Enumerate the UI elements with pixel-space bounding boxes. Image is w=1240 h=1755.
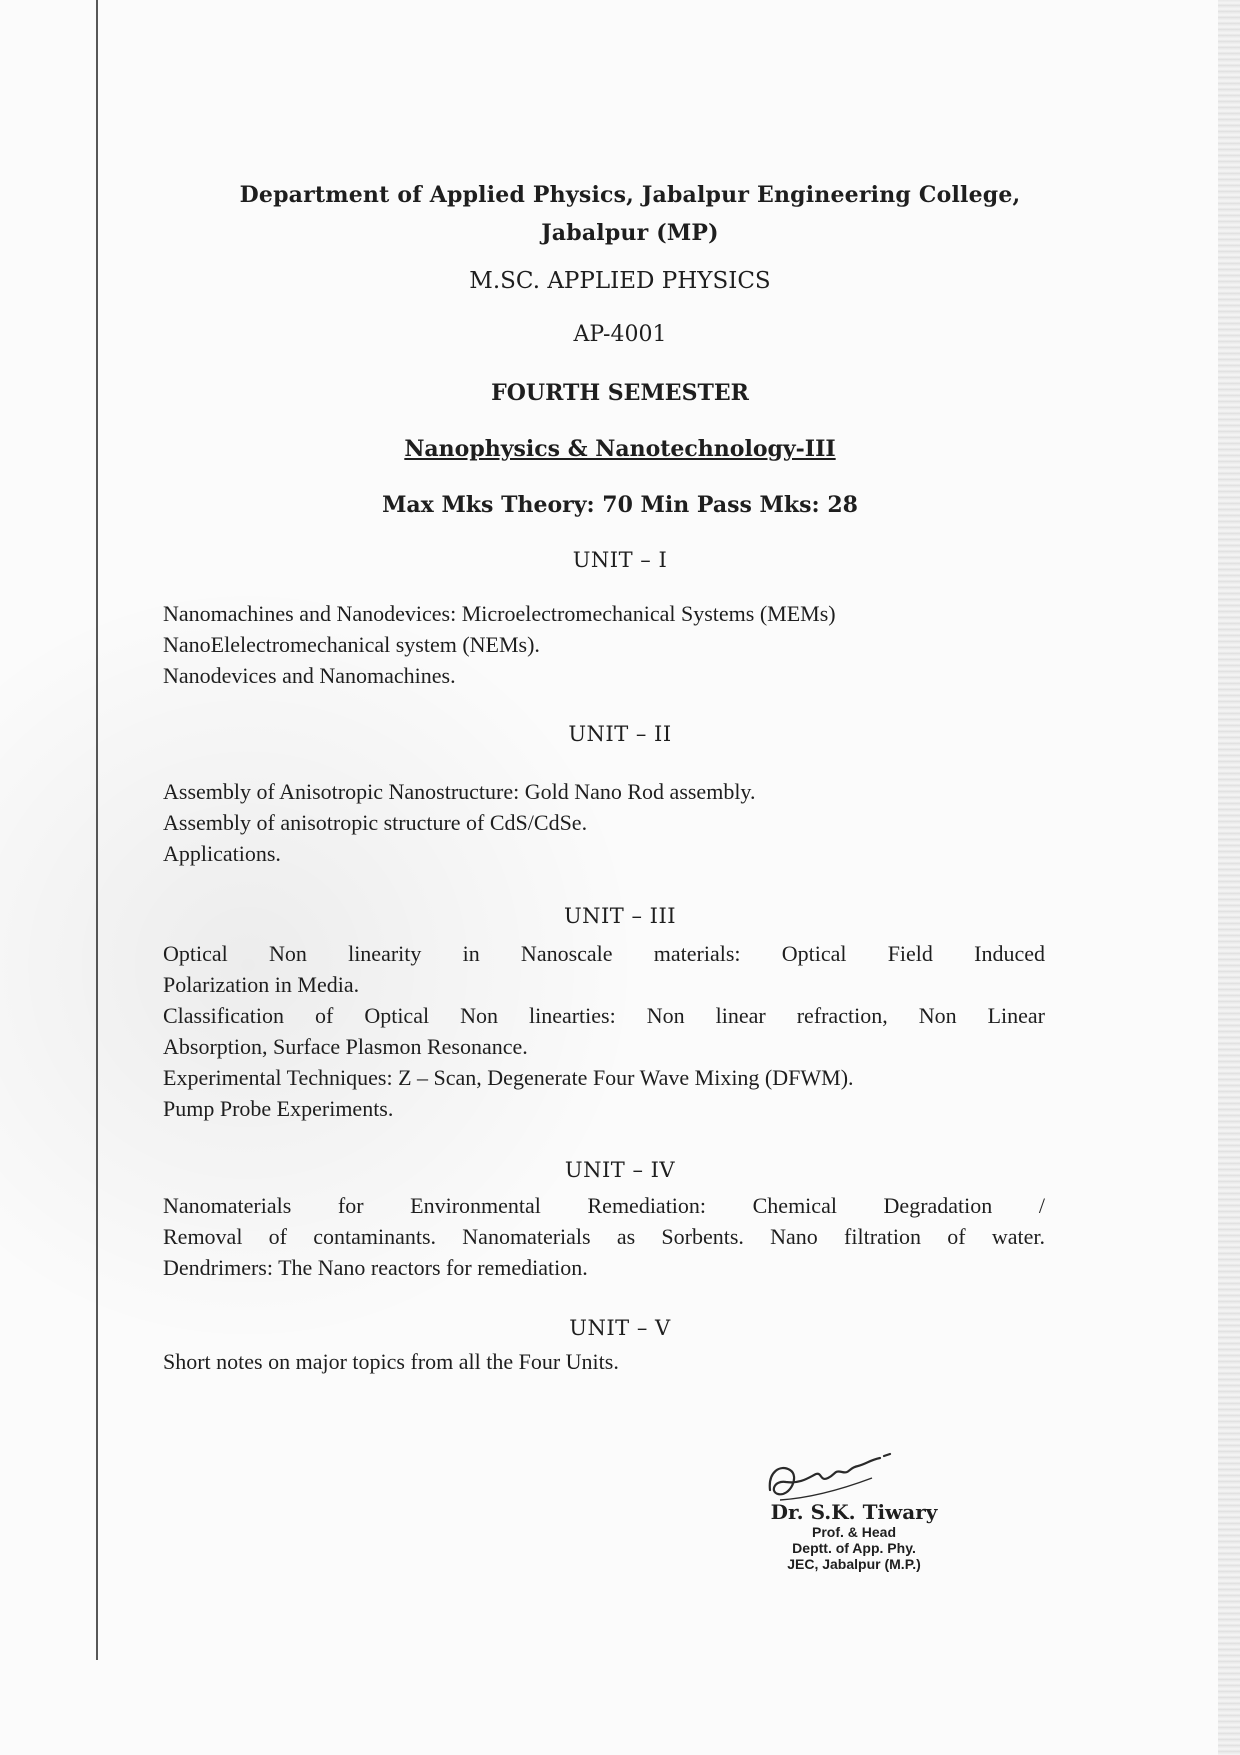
unit-line: Experimental Techniques: Z – Scan, Degenerate Four Wave Mixing (DFWM). — [163, 1065, 854, 1090]
signatory-name: Dr. S.K. Tiwary — [770, 1500, 938, 1524]
marks-info: Max Mks Theory: 70 Min Pass Mks: 28 — [382, 492, 858, 518]
unit-5-content — [163, 1346, 1045, 1377]
unit-line: Nanodevices and Nanomachines. — [163, 663, 456, 688]
unit-line: Applications. — [163, 841, 281, 866]
margin-line — [96, 0, 98, 1660]
unit-line: Assembly of anisotropic structure of CdS/CdSe. — [163, 810, 588, 835]
unit-5-title: UNIT – V — [569, 1316, 671, 1340]
semester-title: FOURTH SEMESTER — [491, 380, 749, 406]
unit-line: Dendrimers: The Nano reactors for remediation. — [163, 1255, 588, 1280]
course-code: AP-4001 — [573, 322, 667, 347]
unit-line: Absorption, Surface Plasmon Resonance. — [163, 1034, 528, 1059]
unit-1-title: UNIT – I — [572, 548, 668, 572]
unit-line: Nanomaterials for Environmental Remediation: Chemical Degradation / — [163, 1193, 1045, 1218]
signatory-institute: JEC, Jabalpur (M.P.) — [787, 1556, 921, 1572]
unit-2-title: UNIT – II — [568, 722, 672, 746]
unit-line: Optical Non linearity in Nanoscale materials: Optical Field Induced — [163, 941, 1045, 966]
unit-1-content — [163, 598, 1045, 691]
unit-line: Polarization in Media. — [163, 972, 360, 997]
course-title: M.SC. APPLIED PHYSICS — [469, 268, 771, 294]
unit-line: Short notes on major topics from all the Four Units. — [163, 1349, 619, 1374]
unit-line: Classification of Optical Non linearties: Non linear refraction, Non Linear — [163, 1003, 1045, 1028]
unit-line: Removal of contaminants. Nanomaterials as Sorbents. Nano filtration of water. — [163, 1224, 1045, 1249]
signatory-dept: Deptt. of App. Phy. — [792, 1540, 916, 1556]
signatory-designation: Prof. & Head — [811, 1524, 896, 1540]
unit-line: Assembly of Anisotropic Nanostructure: Gold Nano Rod assembly. — [163, 779, 756, 804]
subject-title-text: Nanophysics & Nanotechnology-III — [404, 436, 836, 462]
unit-3-title: UNIT – III — [563, 904, 677, 928]
unit-3-content — [163, 938, 1045, 1124]
subject-title — [0, 436, 1240, 462]
unit-4-title: UNIT – IV — [564, 1158, 676, 1182]
unit-line: NanoElelectromechanical system (NEMs). — [163, 632, 540, 657]
unit-2-content — [163, 776, 1045, 869]
scan-edge — [1218, 0, 1240, 1755]
unit-4-content — [163, 1190, 1045, 1283]
unit-line: Nanomachines and Nanodevices: Microelectromechanical Systems (MEMs) — [163, 601, 836, 626]
unit-line: Pump Probe Experiments. — [163, 1096, 394, 1121]
department-heading: Department of Applied Physics, Jabalpur Engineering College, Jabalpur (MP) — [239, 182, 1021, 246]
signatory-block — [764, 1500, 944, 1572]
